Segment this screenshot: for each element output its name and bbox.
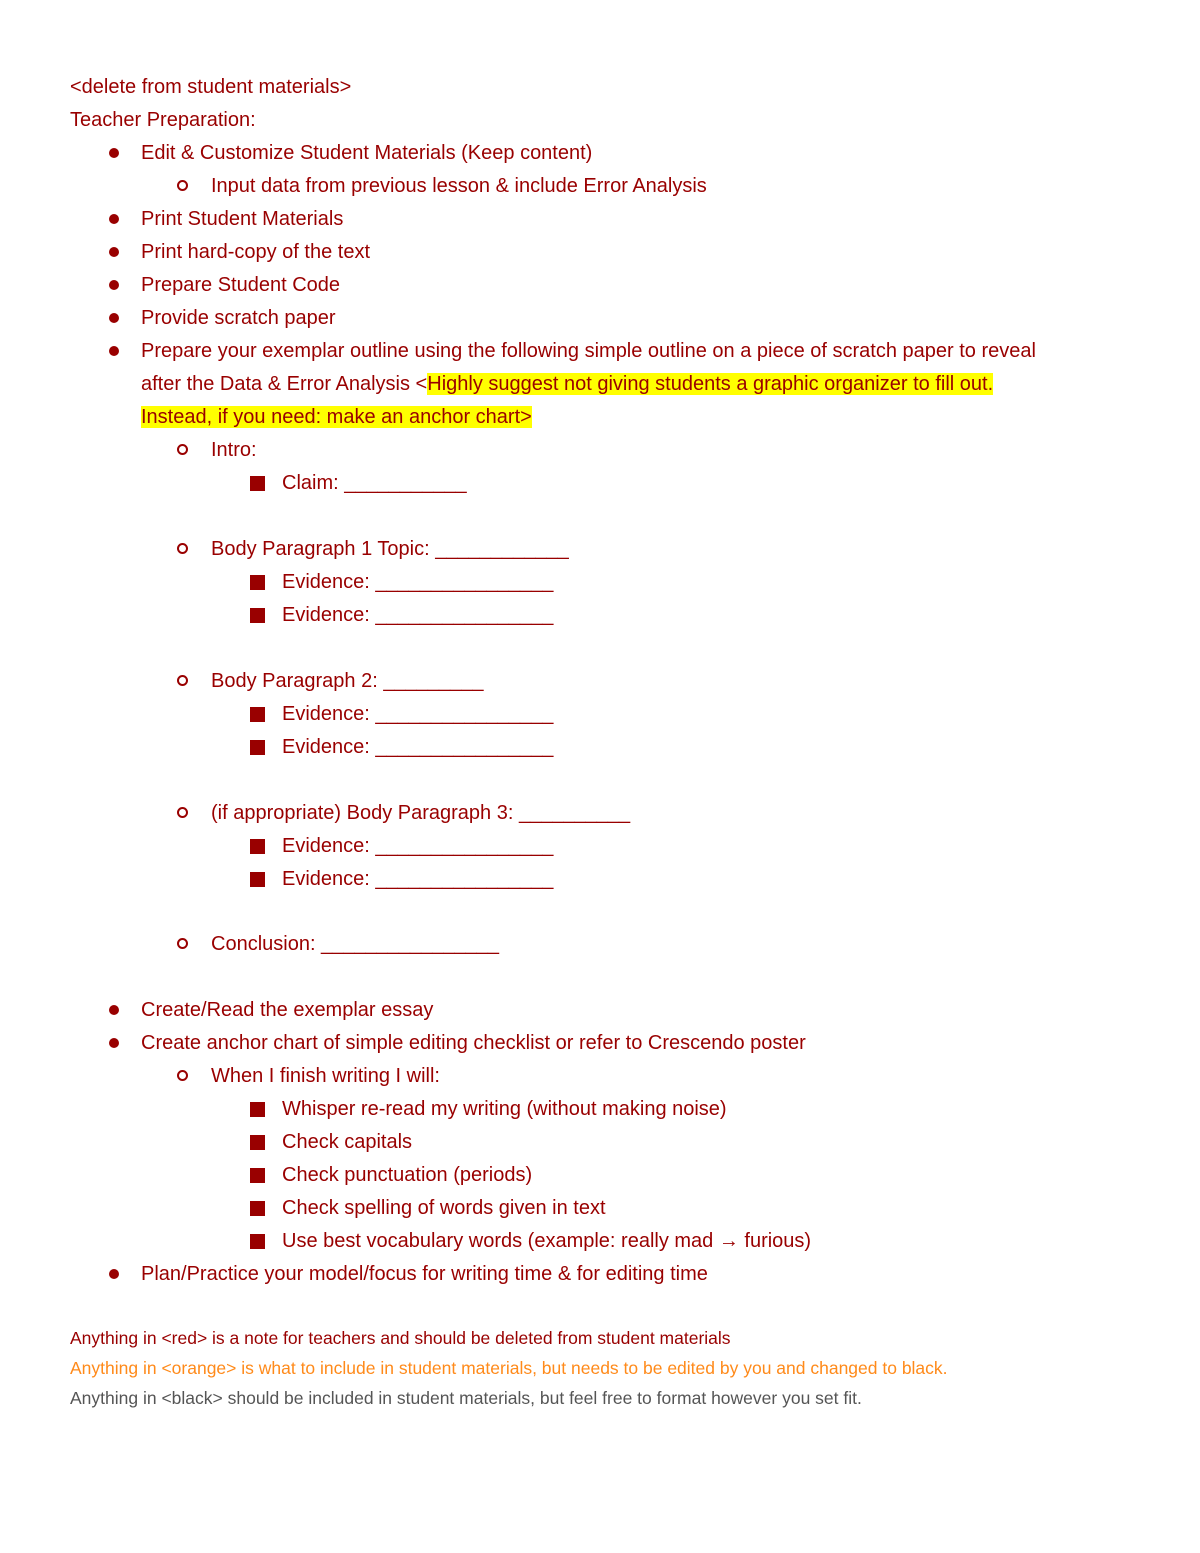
outline-text: Evidence: ________________ xyxy=(282,868,554,890)
list-item xyxy=(0,338,1200,364)
bullet-circle-icon xyxy=(177,938,188,949)
bullet-disc-icon xyxy=(109,1005,119,1015)
checklist-text: Use best vocabulary words (example: really mad → furious) xyxy=(282,1230,812,1252)
list-item-text: Print hard-copy of the text xyxy=(141,241,371,263)
bullet-square-icon xyxy=(250,839,265,854)
outline-text: Evidence: ________________ xyxy=(282,604,554,626)
list-item xyxy=(0,1261,1200,1287)
outline-text: Evidence: ________________ xyxy=(282,703,554,725)
list-item-text: Plan/Practice your model/focus for writing time & for editing time xyxy=(141,1263,708,1285)
outline-item xyxy=(0,833,1200,859)
checklist-item xyxy=(0,1195,1200,1221)
bullet-circle-icon xyxy=(177,807,188,818)
bullet-disc-icon xyxy=(109,247,119,257)
checklist-item xyxy=(0,1228,1200,1254)
list-item-text: Create/Read the exemplar essay xyxy=(141,999,434,1021)
bullet-square-icon xyxy=(250,1168,265,1183)
list-item-text-continued xyxy=(141,404,532,430)
section-title: Teacher Preparation: xyxy=(70,109,256,131)
outline-text: Claim: ___________ xyxy=(282,472,467,494)
outline-text: Evidence: ________________ xyxy=(282,835,554,857)
outline-item xyxy=(0,734,1200,760)
outline-text: Body Paragraph 2: _________ xyxy=(211,670,484,692)
delete-tag: <delete from student materials> xyxy=(70,76,352,98)
list-item xyxy=(0,206,1200,232)
plain-text: after the Data & Error Analysis < xyxy=(141,373,428,395)
list-item xyxy=(0,997,1200,1023)
outline-text: Conclusion: ________________ xyxy=(211,933,500,955)
list-item xyxy=(0,1063,1200,1089)
bullet-disc-icon xyxy=(109,280,119,290)
list-item-text: Prepare Student Code xyxy=(141,274,341,296)
list-item-text: Prepare your exemplar outline using the following simple outline on a piece of scratch paper to reveal xyxy=(141,340,1036,362)
bullet-square-icon xyxy=(250,575,265,590)
list-item xyxy=(0,140,1200,166)
checklist-text: Whisper re-read my writing (without making noise) xyxy=(282,1098,727,1120)
checklist-item xyxy=(0,1129,1200,1155)
outline-text: Evidence: ________________ xyxy=(282,736,554,758)
bullet-circle-icon xyxy=(177,543,188,554)
list-item-text: When I finish writing I will: xyxy=(211,1065,440,1087)
list-item-text: Edit & Customize Student Materials (Keep content) xyxy=(141,142,593,164)
outline-item xyxy=(0,866,1200,892)
bullet-circle-icon xyxy=(177,180,188,191)
bullet-square-icon xyxy=(250,872,265,887)
bullet-square-icon xyxy=(250,1102,265,1117)
note-red: Anything in <red> is a note for teachers and should be deleted from student materials xyxy=(70,1328,731,1348)
bullet-disc-icon xyxy=(109,214,119,224)
list-item xyxy=(0,1030,1200,1056)
list-item-text: Create anchor chart of simple editing checklist or refer to Crescendo poster xyxy=(141,1032,806,1054)
note-orange: Anything in <orange> is what to include in student materials, but needs to be edited by you and changed to black. xyxy=(70,1358,948,1378)
list-item xyxy=(0,239,1200,265)
list-item xyxy=(0,305,1200,331)
outline-item xyxy=(0,536,1200,562)
outline-item xyxy=(0,668,1200,694)
bullet-square-icon xyxy=(250,707,265,722)
outline-item xyxy=(0,470,1200,496)
bullet-disc-icon xyxy=(109,148,119,158)
list-item xyxy=(0,272,1200,298)
bullet-square-icon xyxy=(250,740,265,755)
outline-item xyxy=(0,437,1200,463)
outline-item xyxy=(0,800,1200,826)
checklist-item xyxy=(0,1096,1200,1122)
highlighted-text: Instead, if you need: make an anchor chart> xyxy=(141,406,532,428)
bullet-disc-icon xyxy=(109,1038,119,1048)
list-item-text: Provide scratch paper xyxy=(141,307,336,329)
outline-item xyxy=(0,602,1200,628)
outline-text: Evidence: ________________ xyxy=(282,571,554,593)
bullet-square-icon xyxy=(250,476,265,491)
checklist-text: Check spelling of words given in text xyxy=(282,1197,606,1219)
outline-text: Body Paragraph 1 Topic: ____________ xyxy=(211,538,569,560)
bullet-square-icon xyxy=(250,1201,265,1216)
list-item xyxy=(0,173,1200,199)
checklist-text: Check punctuation (periods) xyxy=(282,1164,533,1186)
bullet-square-icon xyxy=(250,608,265,623)
outline-item xyxy=(0,701,1200,727)
bullet-circle-icon xyxy=(177,444,188,455)
highlighted-text: Highly suggest not giving students a graphic organizer to fill out. xyxy=(427,373,994,395)
checklist-text: Check capitals xyxy=(282,1131,413,1153)
outline-item xyxy=(0,569,1200,595)
bullet-disc-icon xyxy=(109,313,119,323)
outline-text: (if appropriate) Body Paragraph 3: __________ xyxy=(211,802,631,824)
list-item-text-continued xyxy=(141,371,993,397)
bullet-circle-icon xyxy=(177,1070,188,1081)
checklist-item xyxy=(0,1162,1200,1188)
list-item-text: Input data from previous lesson & include Error Analysis xyxy=(211,175,707,197)
outline-text: Intro: xyxy=(211,439,257,461)
bullet-square-icon xyxy=(250,1234,265,1249)
bullet-square-icon xyxy=(250,1135,265,1150)
bullet-disc-icon xyxy=(109,1269,119,1279)
outline-item xyxy=(0,931,1200,957)
note-black: Anything in <black> should be included in student materials, but feel free to format however you set fit. xyxy=(70,1388,862,1408)
bullet-circle-icon xyxy=(177,675,188,686)
list-item-text: Print Student Materials xyxy=(141,208,344,230)
bullet-disc-icon xyxy=(109,346,119,356)
